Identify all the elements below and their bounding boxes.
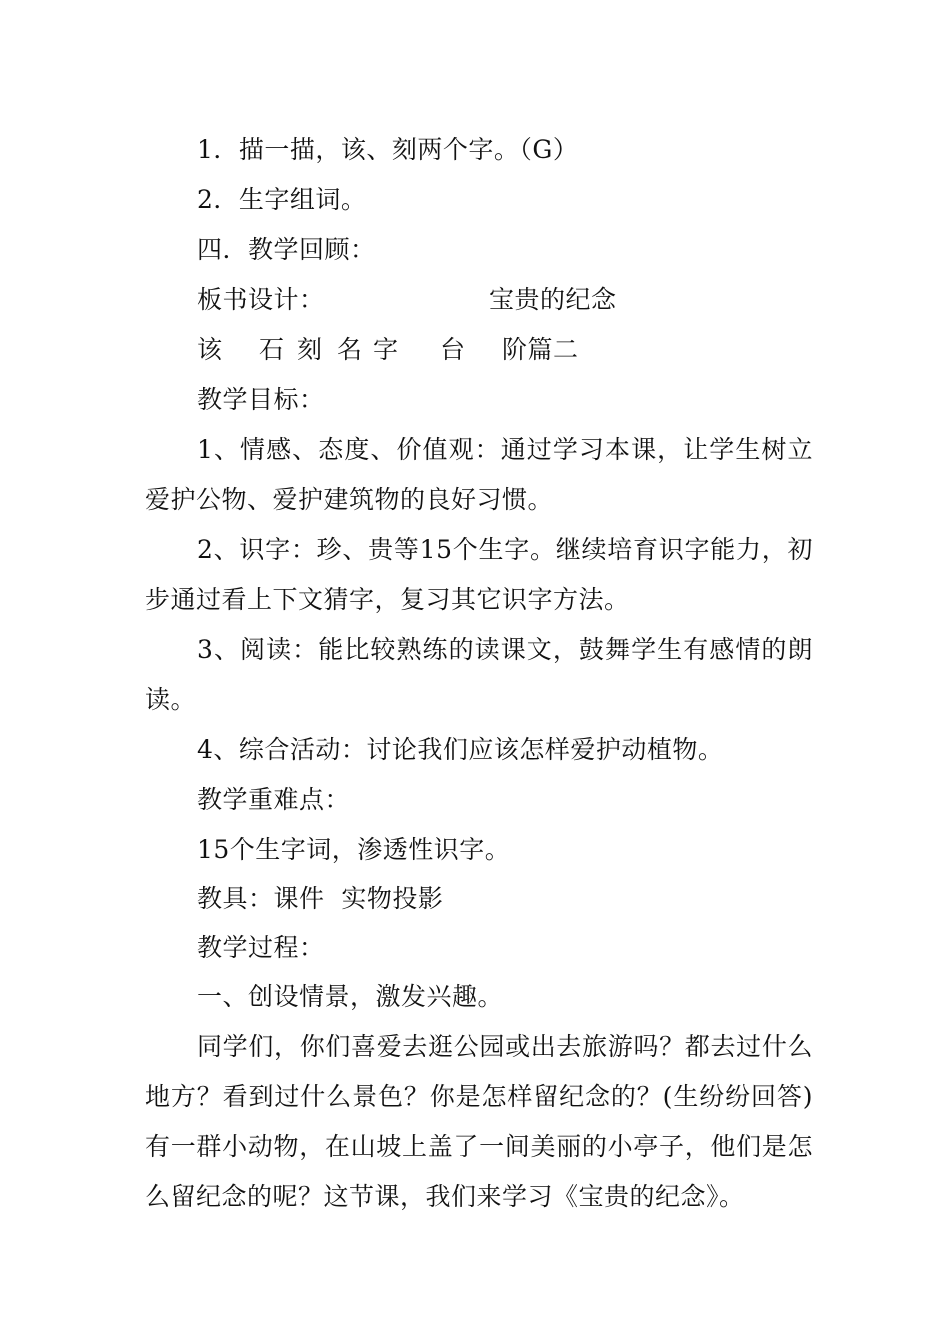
tools-line: 教具：课件 实物投影: [197, 884, 444, 913]
goals-heading: 教学目标：: [197, 385, 325, 414]
step-1-line: 一、创设情景，激发兴趣。: [197, 982, 504, 1011]
board-design-label: 板书设计：: [197, 285, 325, 314]
key-points-heading: 教学重难点：: [197, 785, 351, 814]
board-char-3: 刻: [297, 335, 323, 364]
key-points-line: 15个生字词，渗透性识字。: [197, 835, 511, 864]
goal-1-paragraph: 1、情感、态度、价值观：通过学习本课，让学生树立爱护公物、爱护建筑物的良好习惯。: [145, 435, 813, 514]
exercise-line-2: 2．生字组词。: [197, 185, 367, 214]
board-characters: [197, 334, 579, 366]
board-design-title: 宝贵的纪念: [489, 285, 617, 314]
intro-paragraph: 同学们，你们喜爱去逛公园或出去旅游吗？都去过什么地方？看到过什么景色？你是怎样留纪念的？(生纷纷回答)有一群小动物，在山坡上盖了一间美丽的小亭子，他们是怎么留纪念的呢？这节课，我们来学习《宝贵的纪念》。: [145, 1032, 813, 1211]
board-char-7: 阶篇二: [502, 335, 579, 364]
exercise-line-1: 1．描一描，该、刻两个字。（G）: [197, 135, 579, 164]
goal-4-line: 4、综合活动：讨论我们应该怎样爱护动植物。: [197, 735, 724, 764]
goal-2-paragraph: 2、识字：珍、贵等15个生字。继续培育识字能力，初步通过看上下文猜字，复习其它识字方法。: [145, 535, 813, 614]
process-heading: 教学过程：: [197, 933, 325, 962]
review-heading: 四．教学回顾：: [197, 235, 376, 264]
board-char-6: 台: [440, 335, 466, 364]
board-char-2: 石: [259, 335, 285, 364]
board-char-5: 字: [373, 335, 399, 364]
board-char-4: 名: [337, 335, 363, 364]
goal-3-paragraph: 3、阅读：能比较熟练的读课文，鼓舞学生有感情的朗读。: [145, 635, 813, 714]
board-char-1: 该: [197, 335, 223, 364]
